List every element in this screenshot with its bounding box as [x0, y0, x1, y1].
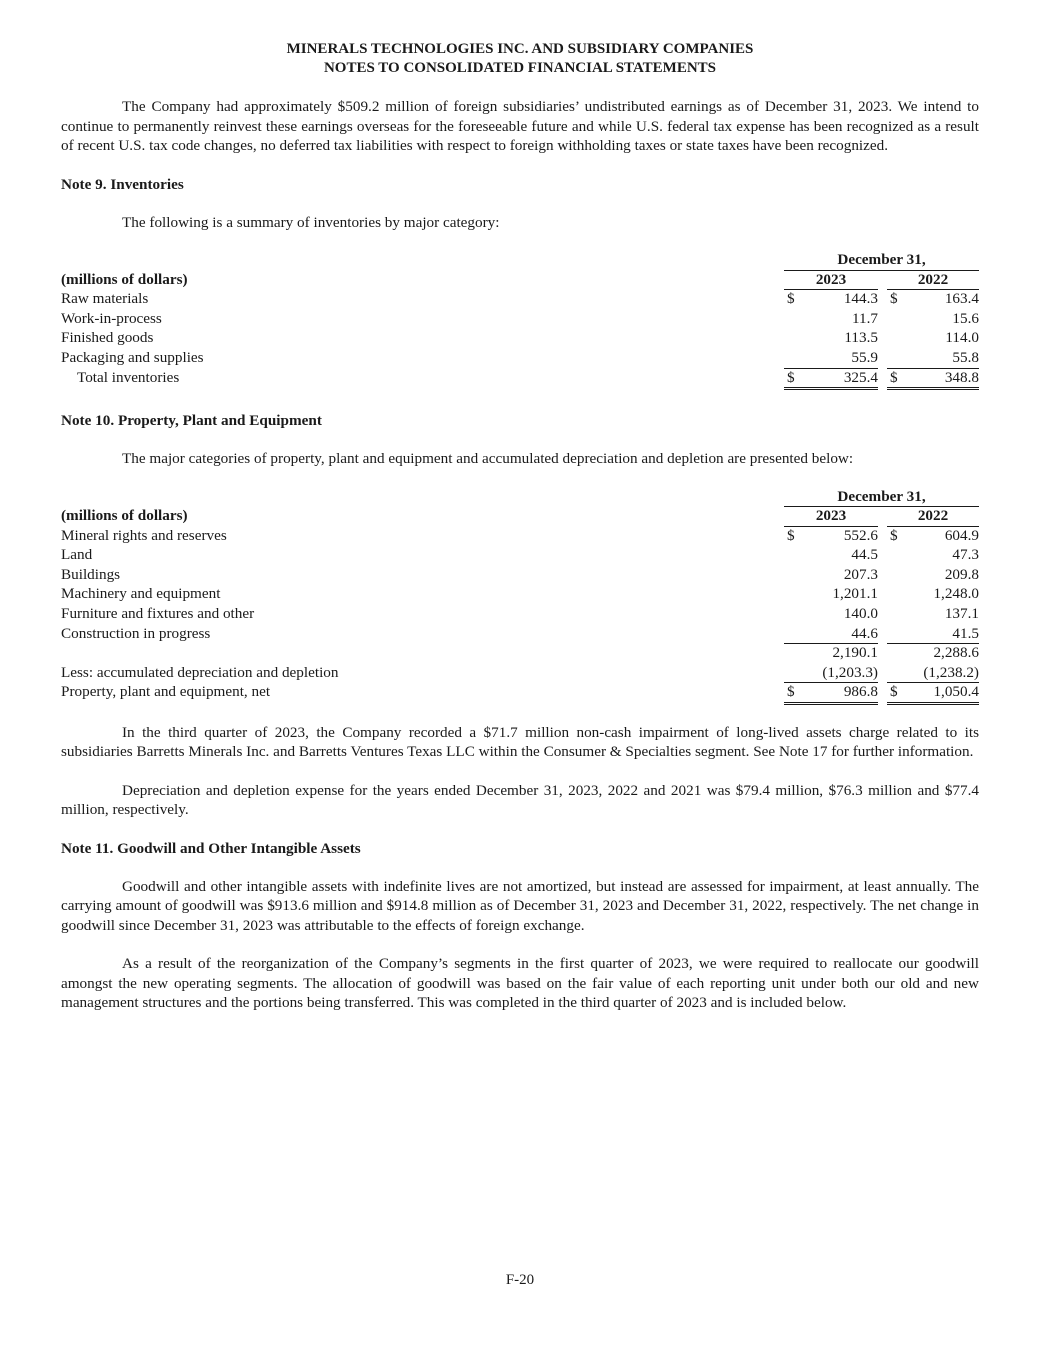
value-2022	[887, 368, 979, 391]
inventories-table	[61, 250, 979, 390]
amount: 140.0	[843, 605, 878, 623]
value-2022	[887, 309, 979, 329]
row-label: Property, plant and equipment, net	[61, 683, 271, 701]
note10-para2: Depreciation and depletion expense for the years ended December 31, 2023, 2022 and 2021 was $79.4 million, $76.3 million and $77.4 million, respectively.	[61, 781, 979, 818]
table-row	[61, 526, 979, 546]
amount: 44.6	[851, 624, 878, 642]
amount: 209.8	[944, 565, 979, 583]
row-label: Work-in-process	[61, 309, 162, 327]
page-number: F-20	[505, 1272, 535, 1288]
value-2023	[784, 682, 878, 705]
value-2023	[784, 526, 878, 546]
amount: (1,238.2)	[923, 663, 979, 681]
intro-paragraph: The Company had approximately $509.2 million of foreign subsidiaries’ undistributed earnings as of December 31, 2023. We intend to continue to permanently reinvest these earnings overseas for the foreseeable future and while U.S. federal tax expense has been recognized as a result of recent U.S. tax code changes, no deferred tax liabilities with respect to foreign withholding taxes or state taxes have been recognized.	[61, 98, 979, 154]
value-2023	[784, 289, 878, 309]
amount: 325.4	[843, 368, 878, 386]
ppe-unit-label: (millions of dollars)	[61, 507, 188, 525]
table-row	[61, 643, 979, 663]
note11-title: Note 11. Goodwill and Other Intangible Assets	[61, 839, 361, 857]
value-2023	[784, 328, 878, 348]
value-2022	[887, 348, 979, 369]
value-2022	[887, 526, 979, 546]
dollar-sign: $	[787, 368, 795, 386]
value-2022	[887, 328, 979, 348]
value-2022	[887, 565, 979, 585]
value-2022	[887, 643, 979, 663]
row-label: Furniture and fixtures and other	[61, 605, 255, 623]
dollar-sign: $	[890, 683, 898, 701]
amount: 114.0	[945, 329, 979, 347]
ppe-year-2023: 2023	[784, 506, 878, 527]
amount: 55.8	[952, 348, 979, 366]
table-row	[61, 545, 979, 565]
inv-year-2022: 2022	[887, 270, 979, 291]
table-row	[61, 682, 979, 702]
row-label: Raw materials	[61, 290, 149, 308]
row-label: Machinery and equipment	[61, 585, 221, 603]
value-2022	[887, 682, 979, 705]
table-row	[61, 368, 979, 388]
value-2023	[784, 643, 878, 663]
row-label: Less: accumulated depreciation and depletion	[61, 663, 339, 681]
amount: 2,190.1	[832, 644, 878, 662]
amount: 207.3	[843, 565, 878, 583]
value-2023	[784, 584, 878, 604]
note9-intro: The following is a summary of inventories by major category:	[122, 213, 500, 231]
amount: 11.7	[851, 309, 878, 327]
row-label: Finished goods	[61, 329, 154, 347]
row-label: Construction in progress	[61, 624, 211, 642]
statement-title: NOTES TO CONSOLIDATED FINANCIAL STATEMENTS	[323, 60, 717, 76]
value-2023	[784, 545, 878, 565]
row-label: Mineral rights and reserves	[61, 526, 227, 544]
dollar-sign: $	[890, 368, 898, 386]
amount: 47.3	[952, 546, 979, 564]
amount: 55.9	[851, 348, 878, 366]
amount: 44.5	[851, 546, 878, 564]
table-row	[61, 348, 979, 368]
value-2022	[887, 624, 979, 645]
inv-date-header: December 31,	[784, 250, 979, 271]
amount: 986.8	[843, 683, 878, 701]
amount: 144.3	[843, 290, 878, 308]
amount: (1,203.3)	[822, 663, 878, 681]
company-name: MINERALS TECHNOLOGIES INC. AND SUBSIDIARY COMPANIES	[286, 41, 754, 57]
dollar-sign: $	[787, 290, 795, 308]
table-row	[61, 663, 979, 683]
table-row	[61, 309, 979, 329]
value-2023	[784, 624, 878, 645]
row-label: Packaging and supplies	[61, 348, 204, 366]
table-row	[61, 604, 979, 624]
note9-title: Note 9. Inventories	[61, 175, 184, 193]
row-label: Buildings	[61, 565, 121, 583]
value-2022	[887, 545, 979, 565]
inv-unit-label: (millions of dollars)	[61, 270, 188, 288]
value-2022	[887, 604, 979, 624]
document-header	[61, 40, 979, 78]
dollar-sign: $	[787, 683, 795, 701]
row-label: Total inventories	[77, 368, 180, 386]
note10-title: Note 10. Property, Plant and Equipment	[61, 412, 322, 429]
ppe-date-header: December 31,	[784, 487, 979, 508]
amount: 1,201.1	[832, 585, 878, 603]
amount: 15.6	[952, 309, 979, 327]
amount: 604.9	[944, 526, 979, 544]
amount: 348.8	[944, 368, 979, 386]
dollar-sign: $	[890, 526, 898, 544]
ppe-rows	[61, 526, 979, 702]
value-2023	[784, 368, 878, 391]
dollar-sign: $	[890, 290, 898, 308]
amount: 1,050.4	[933, 683, 979, 701]
amount: 2,288.6	[933, 644, 979, 662]
amount: 41.5	[952, 624, 979, 642]
value-2023	[784, 604, 878, 624]
amount: 1,248.0	[933, 585, 979, 603]
amount: 163.4	[944, 290, 979, 308]
table-row	[61, 565, 979, 585]
value-2022	[887, 289, 979, 309]
inventories-rows	[61, 289, 979, 387]
value-2022	[887, 584, 979, 604]
row-label: Land	[61, 546, 93, 564]
table-row	[61, 328, 979, 348]
amount: 113.5	[844, 329, 878, 347]
table-row	[61, 584, 979, 604]
value-2023	[784, 663, 878, 684]
note10-intro: The major categories of property, plant and equipment and accumulated depreciation and depletion are presented below:	[122, 450, 854, 467]
value-2022	[887, 663, 979, 684]
amount: 137.1	[944, 605, 979, 623]
amount: 552.6	[843, 526, 878, 544]
inv-year-2023: 2023	[784, 270, 878, 291]
value-2023	[784, 565, 878, 585]
note11-para2: As a result of the reorganization of the Company’s segments in the first quarter of 2023, we were required to reallocate our goodwill amongst the new operating segments. The allocation of goodwill was based on the fair value of each reporting unit under both our old and new management structures and the portions being transferred. This was completed in the third quarter of 2023 and is included below.	[61, 955, 979, 1011]
ppe-year-2022: 2022	[887, 506, 979, 527]
value-2023	[784, 348, 878, 369]
value-2023	[784, 309, 878, 329]
document-page	[61, 40, 979, 1013]
note11-para1: Goodwill and other intangible assets with indefinite lives are not amortized, but instead are assessed for impairment, at least annually. The carrying amount of goodwill was $913.6 million and $914.8 million as of December 31, 2023 and December 31, 2022, respectively. The net change in goodwill since December 31, 2023 was attributable to the effects of foreign exchange.	[61, 877, 979, 934]
table-row	[61, 624, 979, 644]
table-row	[61, 289, 979, 309]
dollar-sign: $	[787, 526, 795, 544]
note10-para1: In the third quarter of 2023, the Company recorded a $71.7 million non-cash impairment of long-lived assets charge related to its subsidiaries Barretts Minerals Inc. and Barretts Ventures Texas LLC within the Consumer & Specialties segment. See Note 17 for further information.	[61, 723, 979, 760]
ppe-table	[61, 487, 979, 705]
